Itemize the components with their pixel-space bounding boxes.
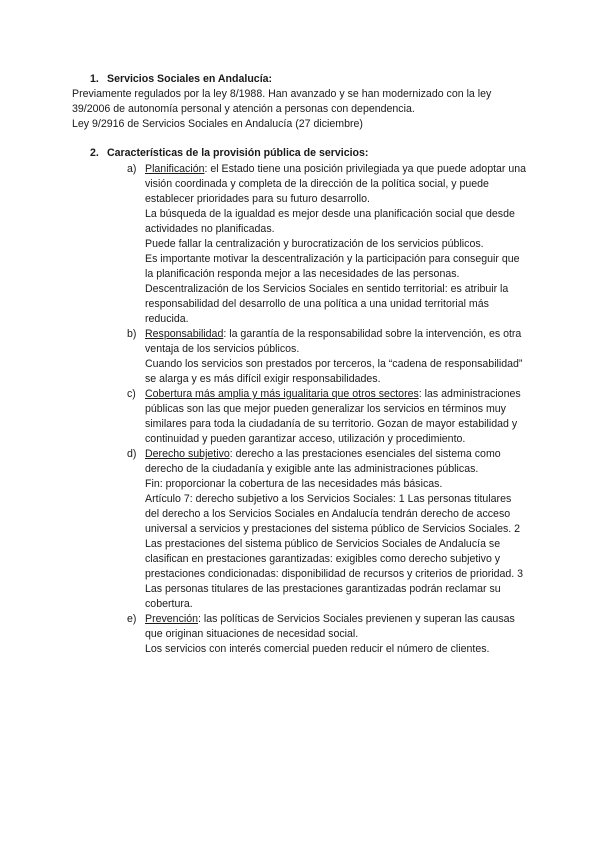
section-1-heading xyxy=(90,72,272,87)
section-2-heading xyxy=(90,146,368,161)
list-item-cobertura xyxy=(127,387,527,447)
list-item-lead xyxy=(145,612,527,642)
section-1-number: 1. xyxy=(90,73,99,85)
characteristics-list xyxy=(127,162,527,657)
list-item-letter: d) xyxy=(127,448,137,460)
list-item-paragraph: La búsqueda de la igualdad es mejor desde una planificación social que desde actividades no planificadas. xyxy=(145,208,515,235)
list-item-paragraph: Es importante motivar la descentralización y la participación para conseguir que la planificación responda mejor a las necesidades de las personas. xyxy=(145,253,520,280)
list-item-paragraph: Cuando los servicios son prestados por terceros, la “cadena de responsabilidad” se alarga y es más difícil exigir responsabilidades. xyxy=(145,358,523,385)
list-item-lead-text: : las administraciones públicas son las que mejor pueden generalizar los servicios en términos muy similares para toda la ciudadanía de su territorio. Gozan de mayor estabilidad y continuidad y pueden garantizar acceso, utilización y procedimiento. xyxy=(145,388,521,445)
list-item-responsabilidad xyxy=(127,327,527,387)
list-item-lead-text: : derecho a las prestaciones esenciales del sistema como derecho de la ciudadanía y exigible ante las administraciones públicas. xyxy=(145,448,501,475)
list-item-paragraph: Puede fallar la centralización y burocratización de los servicios públicos. xyxy=(145,238,484,250)
list-item-letter: e) xyxy=(127,613,137,625)
list-item-lead xyxy=(145,162,527,207)
section-1-paragraph: Ley 9/2916 de Servicios Sociales en Andalucía (27 diciembre) xyxy=(72,118,363,130)
section-1-title: Servicios Sociales en Andalucía: xyxy=(107,73,273,85)
list-item-letter: a) xyxy=(127,163,137,175)
list-item-paragraph: Artículo 7: derecho subjetivo a los Servicios Sociales: 1 Las personas titulares del derecho a los Servicios Sociales en Andalucía tendrán derecho de acceso universal a servicios y prestaciones del sistema público de Servicios Sociales. 2 Las prestaciones del sistema público de Servicios Sociales de Andalucía se clasifican en prestaciones garantizadas: exigibles como derecho subjetivo y prestaciones condicionadas: disponibilidad de recursos y criterios de prioridad. 3 Las personas titulares de las prestaciones garantizadas podrán reclamar su cobertura. xyxy=(145,493,524,610)
list-item-lead-text: : el Estado tiene una posición privilegiada ya que puede adoptar una visión coordinada y completa de la dirección de la política social, y puede establecer prioridades para su futuro desarrollo. xyxy=(145,163,527,205)
list-item-paragraph: Descentralización de los Servicios Sociales en sentido territorial: es atribuir la responsabilidad del desarrollo de una política a una unidad territorial más reducida. xyxy=(145,283,509,325)
list-item-lead xyxy=(145,387,527,447)
section-2-title: Características de la provisión pública de servicios: xyxy=(107,147,369,159)
list-item-derecho-subjetivo xyxy=(127,447,527,612)
list-item-term: Derecho subjetivo xyxy=(145,448,230,460)
list-item-term: Planificación xyxy=(145,163,205,175)
list-item-planificacion xyxy=(127,162,527,327)
list-item-letter: b) xyxy=(127,328,137,340)
list-item-letter: c) xyxy=(127,388,136,400)
list-item-lead-text: : las políticas de Servicios Sociales previenen y superan las causas que originan situaciones de necesidad social. xyxy=(145,613,515,640)
list-item-lead xyxy=(145,447,527,477)
list-item-term: Cobertura más amplia y más igualitaria que otros sectores xyxy=(145,388,419,400)
section-2-number: 2. xyxy=(90,147,99,159)
list-item-term: Responsabilidad xyxy=(145,328,224,340)
list-item-lead xyxy=(145,327,527,357)
list-item-paragraph: Fin: proporcionar la cobertura de las necesidades más básicas. xyxy=(145,478,443,490)
list-item-lead-text: : la garantía de la responsabilidad sobre la intervención, es otra ventaja de los servicios públicos. xyxy=(145,328,522,355)
list-item-term: Prevención xyxy=(145,613,198,625)
list-item-paragraph: Los servicios con interés comercial pueden reducir el número de clientes. xyxy=(145,643,490,655)
list-item-prevencion xyxy=(127,612,527,657)
section-1-body xyxy=(72,87,532,132)
section-1-paragraph: Previamente regulados por la ley 8/1988. Han avanzado y se han modernizado con la ley 39/2006 de autonomía personal y atención a personas con dependencia. xyxy=(72,88,492,115)
